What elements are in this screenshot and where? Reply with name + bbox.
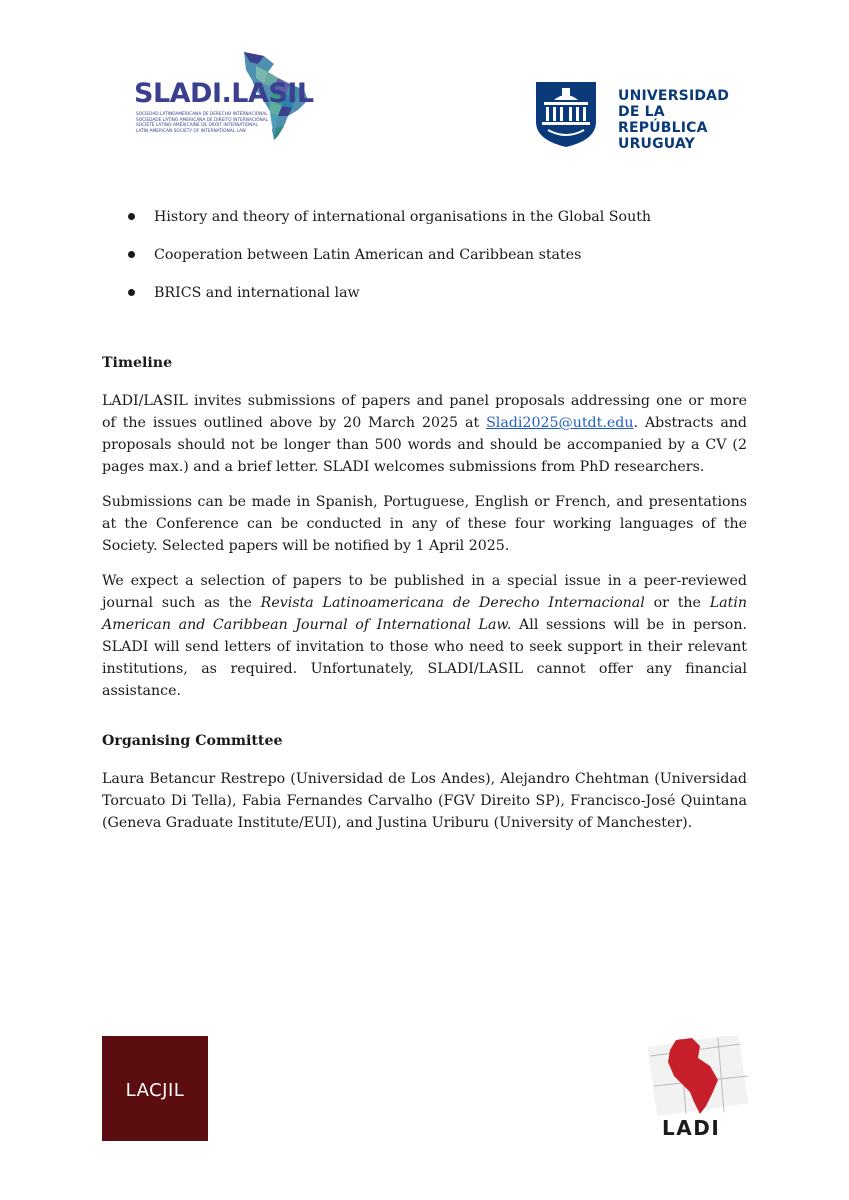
committee-paragraph: Laura Betancur Restrepo (Universidad de Los Andes), Alejandro Chehtman (Universidad Torcuato Di Tella), Fabia Fernandes Carvalho (FGV Direito SP), Francisco-José Quintana (Geneva Graduate Institute/EUI), and Justina Uriburu (University of Manchester). [102, 771, 747, 831]
ladi-logo [640, 1036, 752, 1140]
paragraph-text: or the [644, 595, 710, 611]
timeline-heading: Timeline [102, 355, 173, 371]
udelar-logo [534, 80, 754, 150]
udelar-name-line: URUGUAY [618, 136, 695, 152]
list-item [128, 245, 651, 283]
paragraph-text: LADI/LASIL invites submissions of papers and panel proposals addressing one or more of the issues outlined above by 20 March 2025 at [102, 393, 747, 431]
email-link[interactable]: Sladi2025@utdt.edu [486, 415, 634, 431]
topic-bullet-list [128, 207, 651, 321]
committee-section [102, 768, 747, 847]
bullet-icon [128, 213, 135, 220]
sladi-subtitle-line: SOCIEDADE LATINO AMERICANA DE DIREITO INTERNACIONAL [136, 117, 269, 123]
sladi-wordmark: SLADI.LASIL [134, 78, 314, 109]
journal-title: Latin American and Caribbean Journal of International Law. [102, 595, 747, 633]
committee-heading: Organising Committee [102, 733, 283, 749]
paragraph-text: . Abstracts and proposals should not be longer than 500 words and should be accompanied by a CV (2 pages max.) and a brief letter. SLADI welcomes submissions from PhD researchers. [102, 415, 747, 475]
list-item-text: BRICS and international law [154, 285, 360, 301]
timeline-section [102, 390, 747, 715]
ladi-map-icon [640, 1036, 752, 1116]
lacjil-logo [102, 1036, 208, 1141]
timeline-paragraph: Submissions can be made in Spanish, Portuguese, English or French, and presentations at the Conference can be conducted in any of these four working languages of the Society. Selected papers will be notified by 1 April 2025. [102, 494, 747, 554]
timeline-paragraph [102, 390, 747, 478]
list-item [128, 283, 651, 321]
sladi-subtitle-line: SOCIEDAD LATINOAMERICANA DE DERECHO INTERNACIONAL [136, 112, 268, 117]
ladi-wordmark: LADI [662, 1116, 721, 1140]
sladi-subtitle-line: LATIN AMERICAN SOCIETY OF INTERNATIONAL LAW [136, 128, 246, 134]
udelar-name [618, 88, 754, 152]
udelar-name-line: UNIVERSIDAD [618, 88, 730, 104]
bullet-icon [128, 251, 135, 258]
list-item-text: Cooperation between Latin American and Caribbean states [154, 247, 582, 263]
journal-title: Revista Latinoamericana de Derecho Internacional [260, 595, 645, 611]
list-item [128, 207, 651, 245]
udelar-name-line: DE LA REPÚBLICA [618, 104, 708, 136]
bullet-icon [128, 289, 135, 296]
sladi-lasil-logo [134, 50, 314, 142]
sladi-subtitle-line: SOCIÉTÉ LATINO-AMÉRICAINE DE DROIT INTERNATIONAL [136, 123, 258, 129]
page-header [0, 0, 849, 170]
paragraph-text: We expect a selection of papers to be published in a special issue in a peer-reviewed journal such as the [102, 573, 747, 611]
paragraph-text: All sessions will be in person. SLADI will send letters of invitation to those who need to seek support in their relevant institutions, as required. Unfortunately, SLADI/LASIL cannot offer any financial assistance. [102, 617, 747, 699]
timeline-paragraph [102, 570, 747, 702]
lacjil-wordmark: LACJIL [125, 1080, 185, 1101]
sladi-subtitle [136, 112, 269, 134]
list-item-text: History and theory of international organisations in the Global South [154, 209, 652, 225]
university-building-icon [534, 80, 598, 148]
